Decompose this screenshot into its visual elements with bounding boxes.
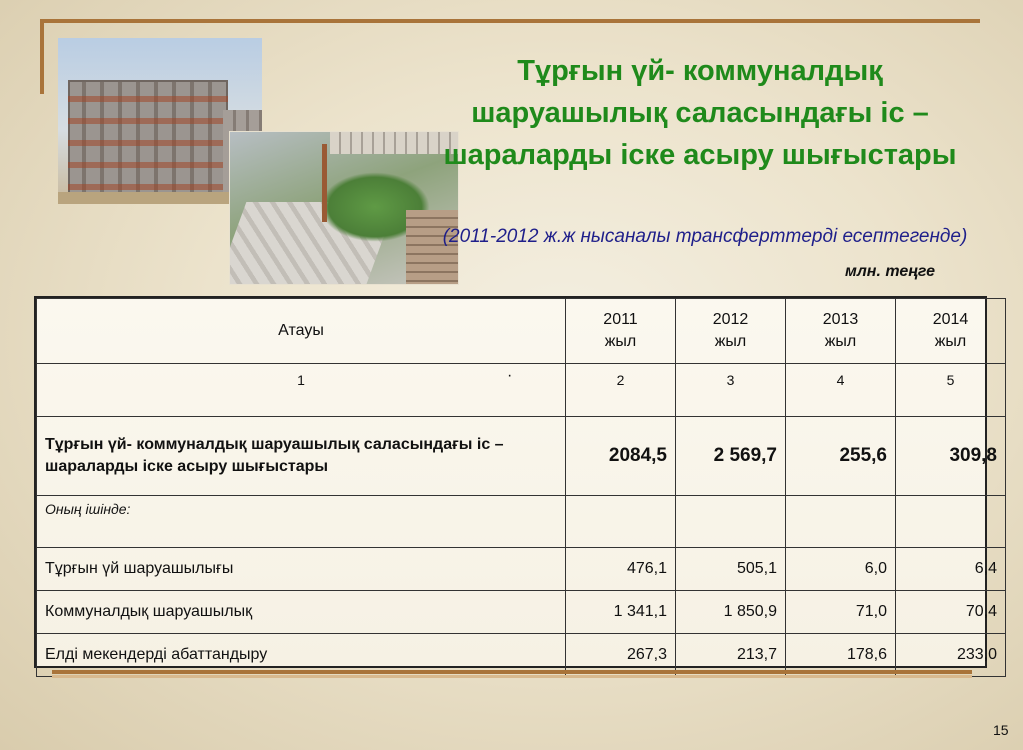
column-number: 1 ·: [37, 364, 566, 417]
row-value: 1 341,1: [566, 591, 676, 634]
decor-line-top: [40, 19, 980, 23]
unit-label: млн. теңге: [845, 263, 935, 280]
row-name: Тұрғын үй шаруашылығы: [37, 548, 566, 591]
total-row-name: Тұрғын үй- коммуналдық шаруашылық саласындағы іс – шараларды іске асыру шығыстары: [37, 417, 566, 496]
slide-subtitle: (2011-2012 ж.ж нысаналы трансферттерді есептегенде): [442, 226, 968, 247]
table-header-row: [37, 299, 1006, 364]
column-number: 2: [566, 364, 676, 417]
column-number: 4: [786, 364, 896, 417]
row-value: 178,6: [786, 634, 896, 677]
header-year-2014: 2014 жыл: [896, 299, 1006, 364]
row-value: 70,4: [896, 591, 1006, 634]
row-name: Коммуналдық шаруашылық: [37, 591, 566, 634]
header-name: Атауы: [37, 299, 566, 364]
header-year-2013: 2013 жыл: [786, 299, 896, 364]
row-value: 71,0: [786, 591, 896, 634]
row-value: 476,1: [566, 548, 676, 591]
row-value: 1 850,9: [676, 591, 786, 634]
header-year-2011: 2011 жыл: [566, 299, 676, 364]
decor-line-bottom: [52, 670, 972, 674]
row-name: Елді мекендерді абаттандыру: [37, 634, 566, 677]
row-value: 267,3: [566, 634, 676, 677]
column-number: 5: [896, 364, 1006, 417]
column-number: 3: [676, 364, 786, 417]
table-row: [37, 591, 1006, 634]
total-value-2012: 2 569,7: [676, 417, 786, 496]
header-year-2012: 2012 жыл: [676, 299, 786, 364]
row-value: 6,4: [896, 548, 1006, 591]
row-value: 213,7: [676, 634, 786, 677]
page-number: 15: [993, 722, 1009, 738]
table-row-total: [37, 417, 1006, 496]
row-value: 505,1: [676, 548, 786, 591]
expenditure-table: [34, 296, 997, 668]
decor-line-left: [40, 19, 44, 94]
subheading-label: Оның ішінде:: [37, 496, 566, 548]
column-number-row: [37, 364, 1006, 417]
table-row-subheading: [37, 496, 1006, 548]
dot-mark: ·: [507, 367, 513, 384]
slide-title: Тұрғын үй- коммуналдық шаруашылық саласындағы іс – шараларды іске асыру шығыстары: [443, 55, 957, 171]
row-value: 6,0: [786, 548, 896, 591]
total-value-2013: 255,6: [786, 417, 896, 496]
decor-line-bottom-shadow: [52, 675, 972, 678]
row-value: 233,0: [896, 634, 1006, 677]
total-value-2014: 309,8: [896, 417, 1006, 496]
total-value-2011: 2084,5: [566, 417, 676, 496]
table-row: [37, 548, 1006, 591]
